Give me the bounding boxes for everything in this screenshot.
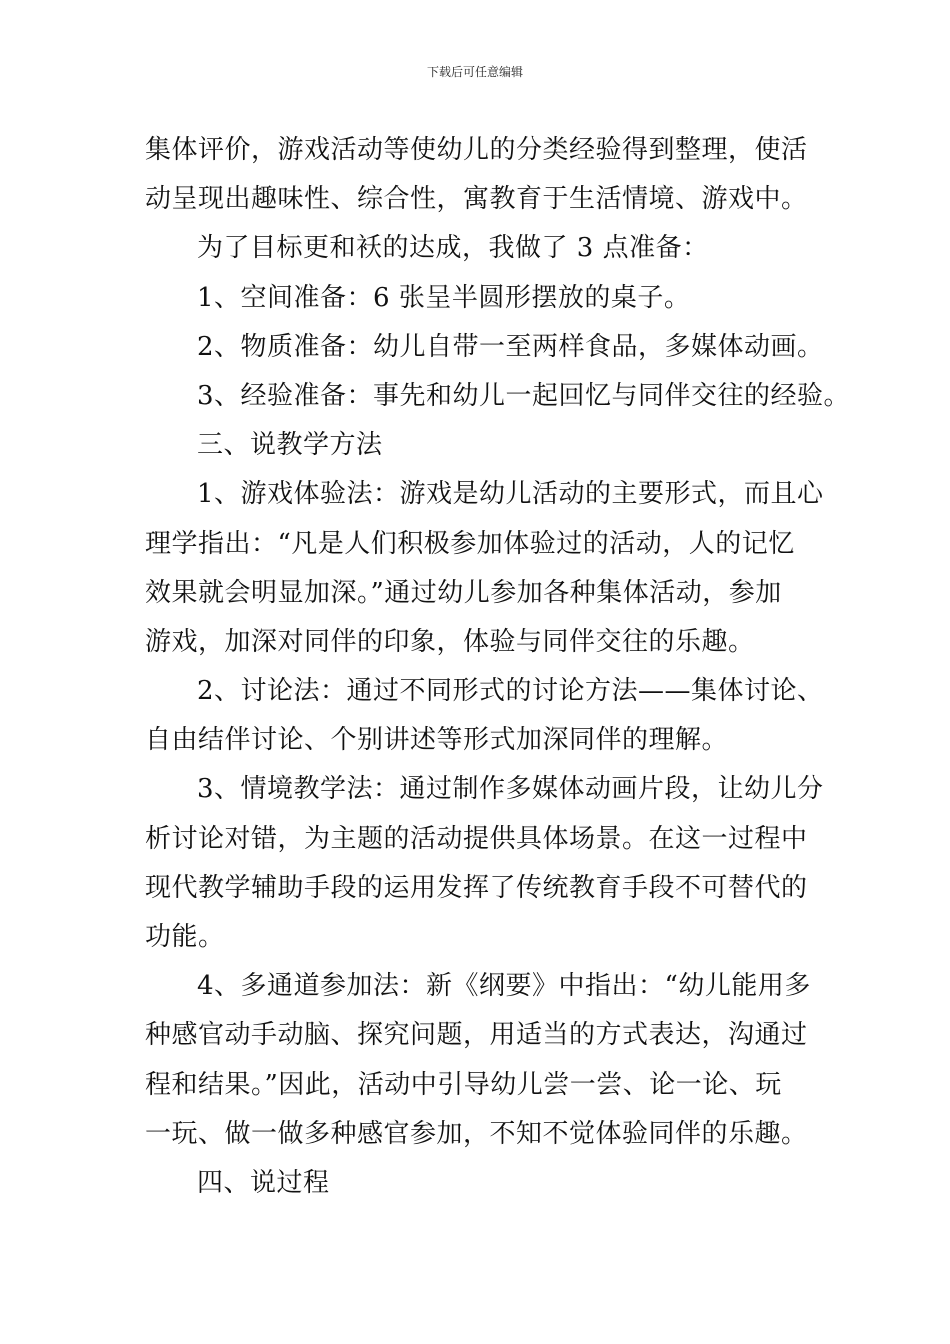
section-heading: 四、说过程 (197, 1167, 330, 1198)
text-line: 自由结伴讨论、个别讲述等形式加深同伴的理解。 (145, 725, 729, 756)
section-heading: 三、说教学方法 (197, 430, 383, 461)
document-body (145, 126, 851, 1208)
text-line: 2、讨论法：通过不同形式的讨论方法——集体讨论、 (197, 676, 824, 707)
text-line: 功能。 (145, 922, 225, 952)
text-line: 游戏，加深对同伴的印象，体验与同伴交往的乐趣。 (145, 626, 755, 657)
text-line: 现代教学辅助手段的运用发挥了传统教育手段不可替代的 (145, 872, 808, 903)
text-line: 种感官动手动脑、探究问题，用适当的方式表达，沟通过 (145, 1020, 808, 1051)
text-line: 一玩、做一做多种感官参加，不知不觉体验同伴的乐趣。 (145, 1118, 808, 1149)
text-line: 4、多通道参加法：新《纲要》中指出：“幼儿能用多 (197, 971, 811, 1002)
text-line: 3、情境教学法：通过制作多媒体动画片段，让幼儿分 (197, 774, 824, 805)
list-item: 1、空间准备：6 张呈半圆形摆放的桌子。 (197, 282, 691, 313)
text-line: 程和结果。”因此，活动中引导幼儿尝一尝、论一论、玩 (145, 1069, 782, 1100)
text-line: 动呈现出趣味性、综合性，寓教育于生活情境、游戏中。 (145, 184, 808, 215)
page-header: 下载后可任意编辑 (426, 65, 523, 79)
text-line: 为了目标更和袄的达成，我做了 3 点准备： (197, 233, 709, 264)
text-line: 理学指出：“凡是人们积极参加体验过的活动，人的记忆 (145, 528, 795, 559)
text-line: 1、游戏体验法：游戏是幼儿活动的主要形式，而且心 (197, 479, 824, 510)
text-line: 析讨论对错，为主题的活动提供具体场景。在这一过程中 (145, 823, 808, 854)
text-line: 效果就会明显加深。”通过幼儿参加各种集体活动，参加 (145, 577, 782, 608)
list-item: 2、物质准备：幼儿自带一至两样食品，多媒体动画。 (197, 331, 824, 362)
text-line: 集体评价，游戏活动等使幼儿的分类经验得到整理，使活 (145, 135, 808, 165)
list-item: 3、经验准备：事先和幼儿一起回忆与同伴交往的经验。 (197, 380, 851, 411)
